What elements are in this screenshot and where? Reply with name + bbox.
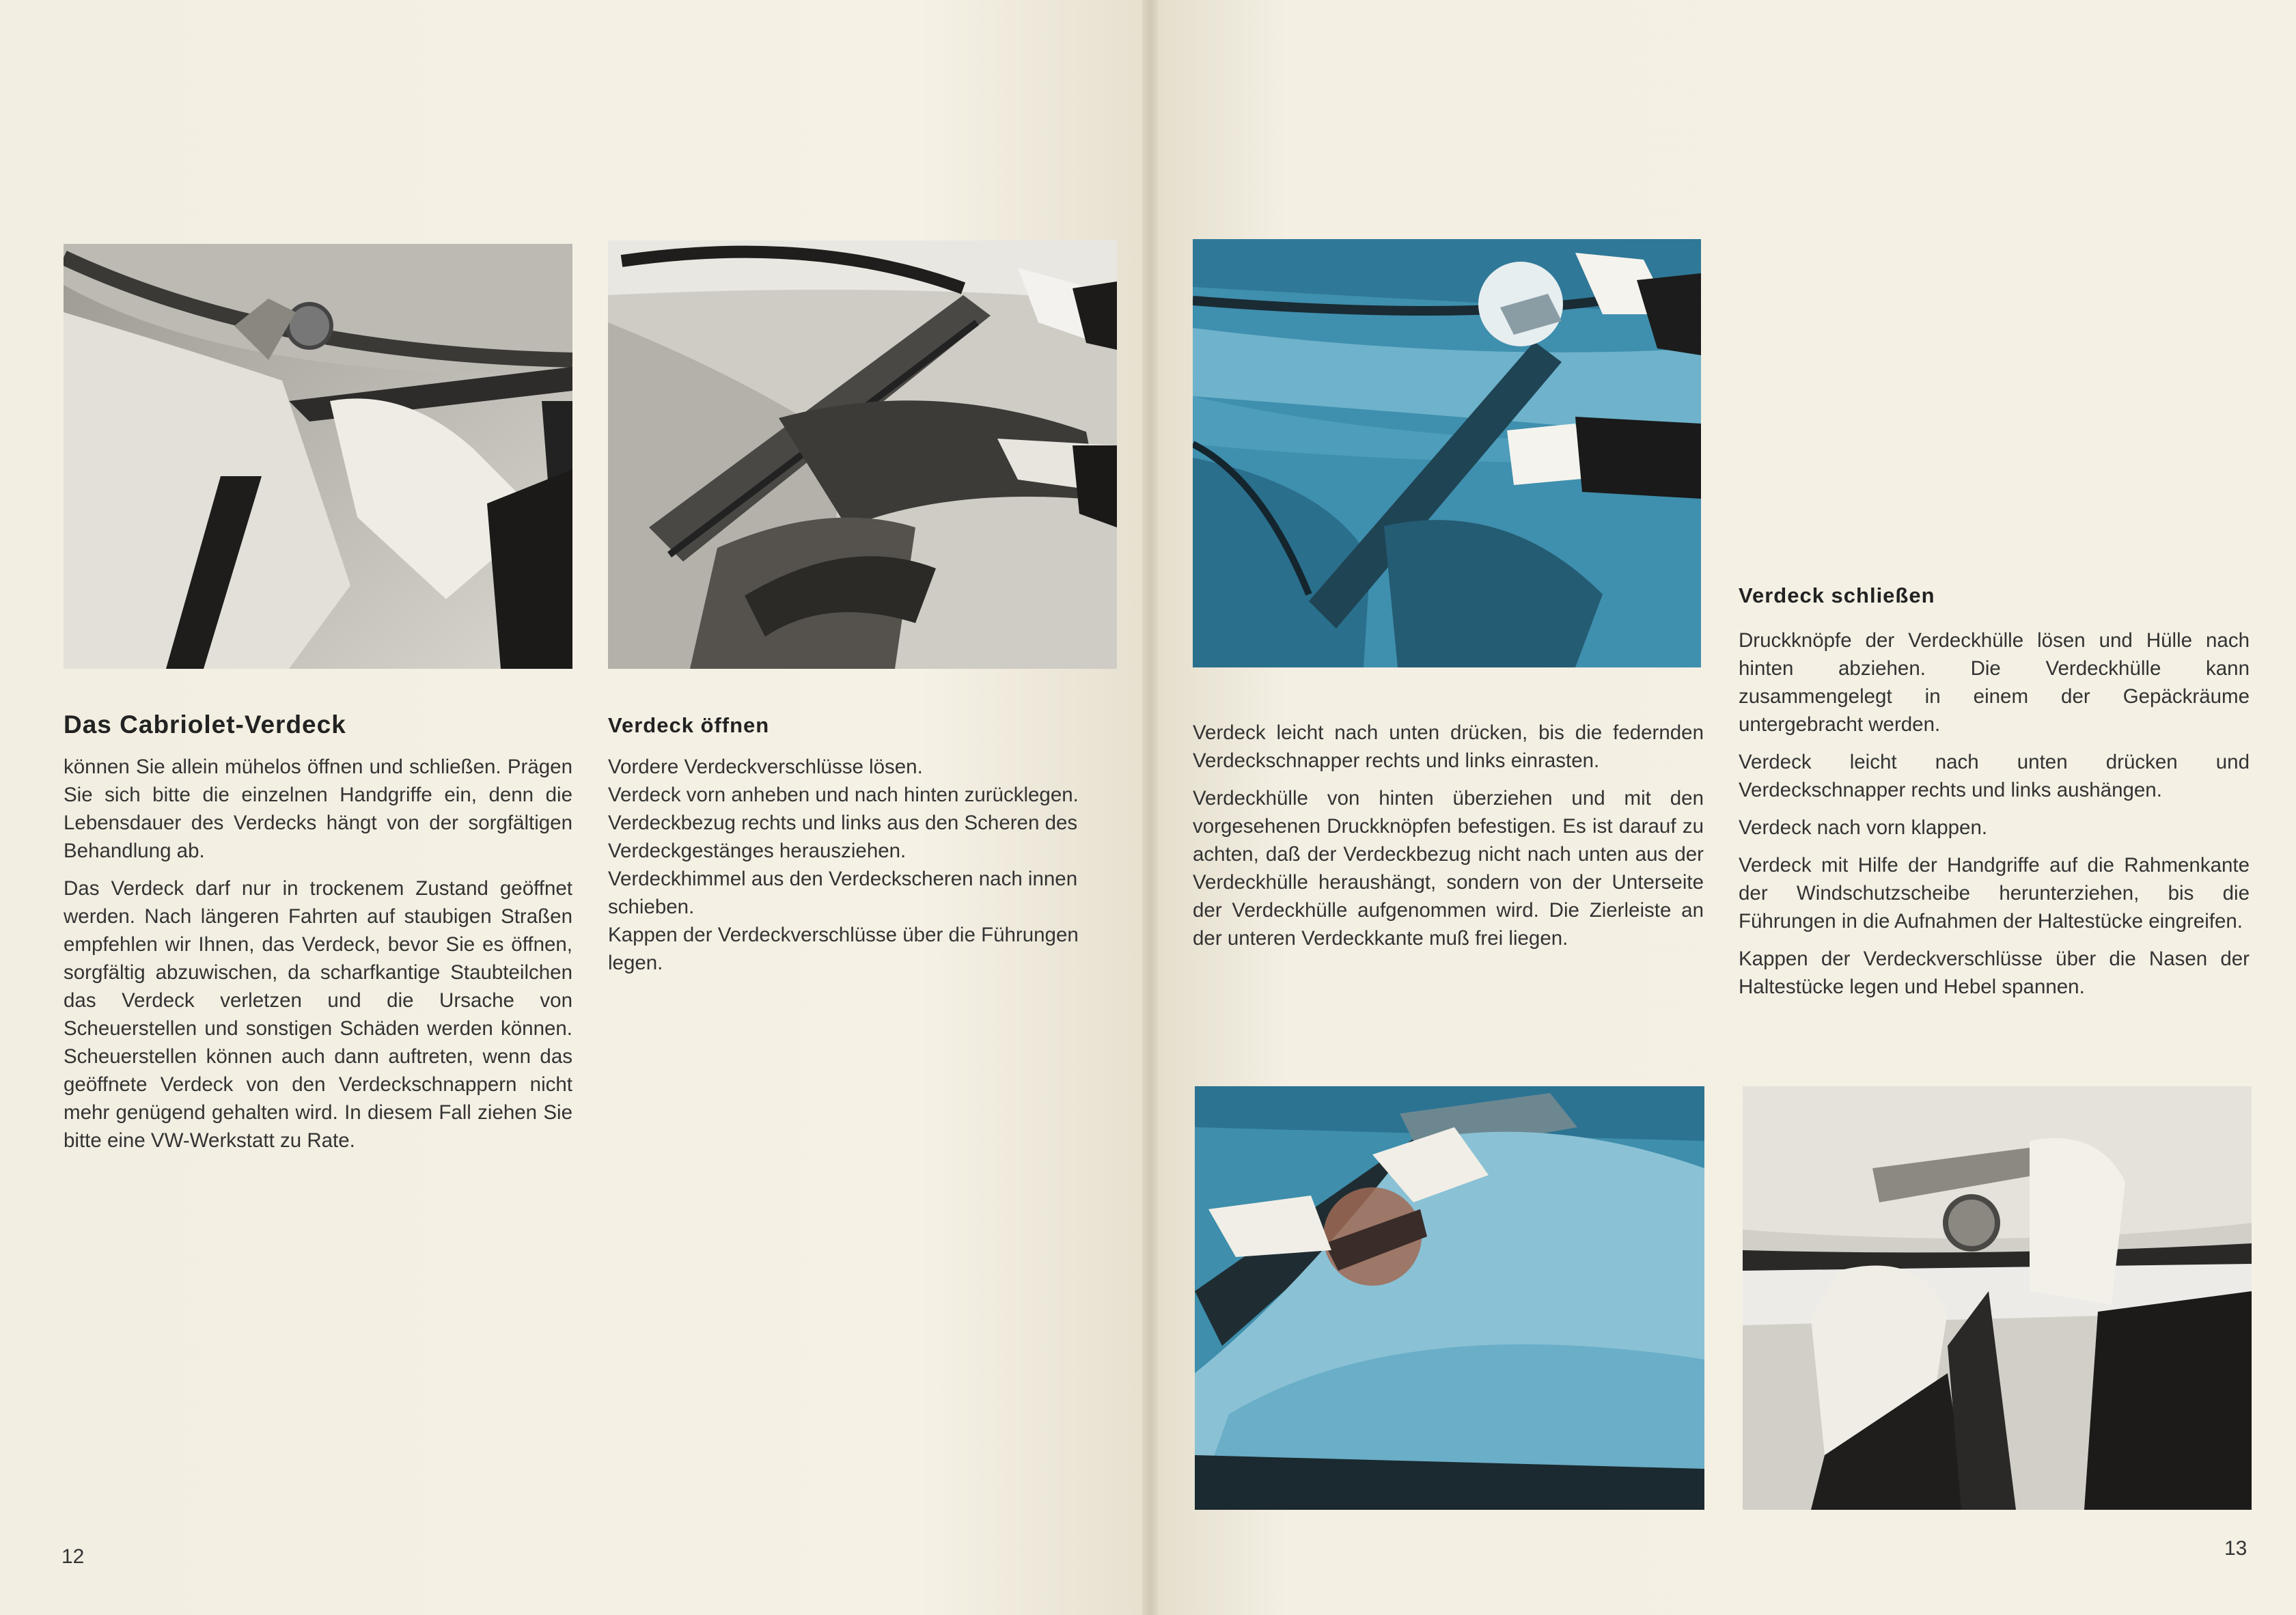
intro-paragraph-1: können Sie allein mühelos öffnen und schließen. Prägen Sie sich bitte die einzelnen Handgriffe ein, denn die Lebensdauer des Verdecks hängt von der sorgfältigen Behandlung ab.: [64, 756, 572, 862]
close-step-1: Druckknöpfe der Verdeckhülle lösen und Hülle nach hinten abziehen. Die Verdeckhülle kann zusammengelegt in einem der Gepäckräume untergebracht werden.: [1739, 629, 2250, 736]
open-step-2: Verdeck vorn anheben und nach hinten zurücklegen.: [608, 784, 1079, 806]
photo-releasing-front-latch: [64, 244, 572, 669]
page-number-right: 13: [2224, 1537, 2247, 1560]
photo-pulling-roof-forward-blue: [1195, 1086, 1704, 1510]
press-down-paragraph-1: Verdeck leicht nach unten drücken, bis die federnden Verdeckschnapper rechts und links einrasten.: [1193, 721, 1704, 772]
open-steps: [608, 753, 1117, 977]
open-step-3: Verdeckbezug rechts und links aus den Scheren des Verdeckgestänges herausziehen.: [608, 812, 1078, 862]
book-spine: [1142, 0, 1159, 1615]
press-down-text: [1193, 719, 1704, 962]
open-step-1: Vordere Verdeckverschlüsse lösen.: [608, 756, 923, 778]
section-title-close: Verdeck schließen: [1739, 583, 1935, 607]
photo-locking-latch: [1743, 1086, 2252, 1510]
close-step-2: Verdeck leicht nach unten drücken und Verdeckschnapper rechts und links aushängen.: [1739, 751, 2250, 801]
open-step-5: Kappen der Verdeckverschlüsse über die Führungen legen.: [608, 924, 1079, 974]
intro-text: [64, 753, 572, 1164]
close-step-4: Verdeck mit Hilfe der Handgriffe auf die Rahmenkante der Windschutzscheibe herunterziehen, bis die Führungen in die Aufnahmen der Haltestücke eingreifen.: [1739, 854, 2250, 933]
photo-lifting-roof: [608, 240, 1117, 669]
close-step-3: Verdeck nach vorn klappen.: [1739, 816, 1988, 839]
intro-paragraph-2: Das Verdeck darf nur in trockenem Zustand geöffnet werden. Nach längeren Fahrten auf staubigen Straßen empfehlen wir Ihnen, das Verdeck, bevor Sie es öffnen, sorgfältig abzuwischen, da scharfkantige Staubteilchen das Verdeck verletzen und die Ursache von Scheuerstellen und sonstigen Schäden werden können. Scheuerstellen können auch dann auftreten, wenn das geöffnete Verdeck von den Verdeckschnappern nicht mehr genügend gehalten wird. In diesem Fall ziehen Sie bitte eine VW-Werkstatt zu Rate.: [64, 877, 572, 1152]
close-step-5: Kappen der Verdeckverschlüsse über die Nasen der Haltestücke legen und Hebel spannen.: [1739, 948, 2250, 998]
close-steps: [1739, 626, 2250, 1010]
page-number-left: 12: [61, 1545, 85, 1568]
photo-pressing-roof-blue: [1193, 239, 1701, 667]
press-down-paragraph-2: Verdeckhülle von hinten überziehen und mit den vorgesehenen Druckknöpfen befestigen. Es ist darauf zu achten, daß der Verdeckbezug nicht nach unten aus der Verdeckhülle heraushängt, sondern von der Unterseite der Verdeckhülle aufgenommen wird. Die Zierleiste an der unteren Verdeckkante muß frei liegen.: [1193, 787, 1704, 950]
section-title-open: Verdeck öffnen: [608, 713, 770, 737]
open-step-4: Verdeckhimmel aus den Verdeckscheren nach innen schieben.: [608, 868, 1078, 918]
page-title: Das Cabriolet-Verdeck: [64, 710, 346, 739]
